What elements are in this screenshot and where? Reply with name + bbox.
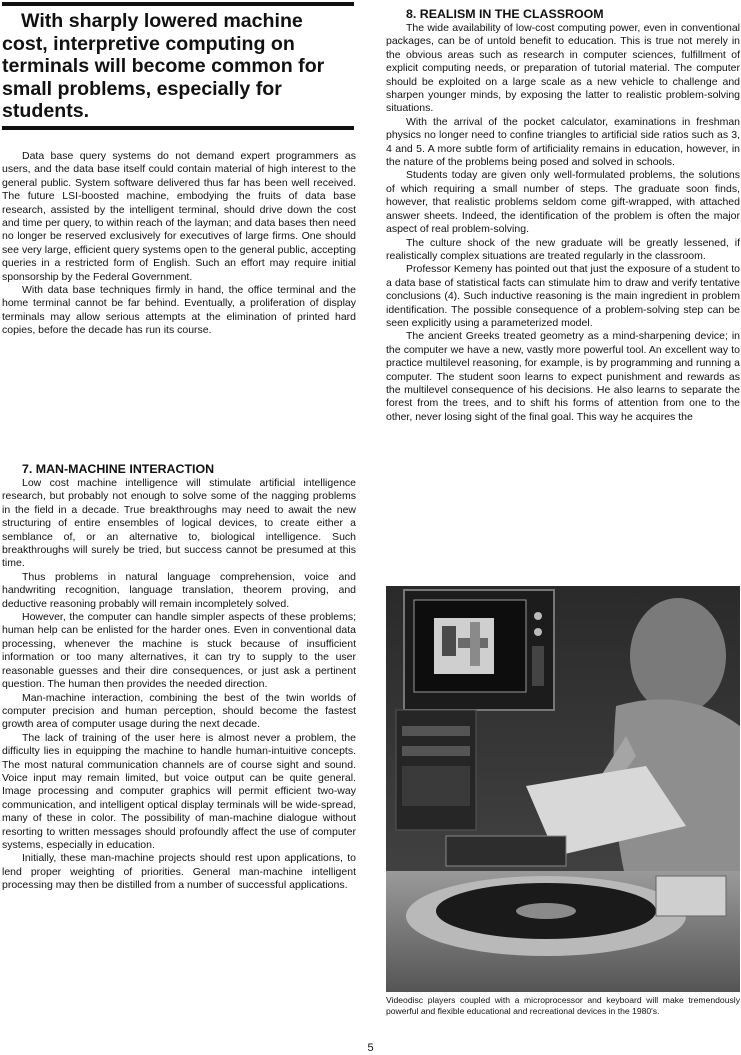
paragraph: With the arrival of the pocket calculator, examinations in freshman physics no longer need to confine triangles to artificial side ratios such as 3, 4 and 5. A more subtle form of artificiality remains in education, however, in the nature of the problems being posed and solved in schools. [386,115,740,169]
section-heading: 8. REALISM IN THE CLASSROOM [406,7,604,21]
person-head [630,598,726,714]
paragraph: The ancient Greeks treated geometry as a mind-sharpening device; in the computer we have a new, vastly more powerful tool. An excellent way to practice multilevel reasoning, for example, is by programming and running a computer. The student soon learns to expect punishment and rewards as the multilevel consequence of his decisions. He also learns to separate the forest from the trees, and to shift his forms of attention from one to the other, never losing sight of the final goal. This way he acquires the [386,330,740,423]
paragraph: Initially, these man-machine projects should rest upon applications, to lend proper weighting of priorities. General man-machine intelligent processing may then be distilled from a number of successful applications. [2,852,356,892]
pull-quote-bottom-rule [2,126,354,130]
section-7 [2,462,356,893]
paragraph: Professor Kemeny has pointed out that just the exposure of a student to a data base of statistical facts can stimulate him to draw and verify tentative conclusions (4). Such inductive reasoning is the main ingredient in problem identification. The possible consequence of a problem-solving step can be seen explicitly using a parameterized model. [386,263,740,329]
paragraph: However, the computer can handle simpler aspects of these problems; human help can be enlisted for the harder ones. Even in conventional data processing, whenever the machine is stuck because of insufficient information or too many alternatives, it can try to supply to the user reasonable guesses and their dire consequences, or just ask a pertinent question. The human then provides the needed direction. [2,611,356,691]
photo-caption: Videodisc players coupled with a microprocessor and keyboard will make tremendously powerful and flexible educational and recreational devices in the 1980's. [386,995,740,1016]
paragraph: The lack of training of the user here is almost never a problem, the difficulty lies in equipping the machine to handle human-intuitive concepts. The most natural communication channels are of course sight and sound. Voice input may remain limited, but voice output can be quite general. Image processing and computer graphics will permit efficient two-way communication, and intelligent optical display terminals will be wide-spread, many of these in color. The possibility of man-machine dialogue without resorting to written messages should profoundly affect the use of computer systems, especially in education. [2,731,356,851]
paragraph: With data base techniques firmly in hand, the office terminal and the home terminal cannot be far behind. Eventually, a proliferation of display terminals may allow serious attempts at the elimination of printed hard copies, before the decade has run its course. [2,284,356,337]
section-8 [386,7,740,424]
paragraph: The wide availability of low-cost computing power, even in conventional packages, can be of untold benefit to education. This is true not merely in the obvious areas such as research in computer sciences, fulfillment of explicit computing needs, or preparation of tutorial material. The computer should be exploited on a large scale as a new vehicle to challenge and sharpen younger minds, by exposing the latter to realistic problem-solving situations. [386,22,740,115]
pull-quote-line: With sharply lowered machine [21,10,303,32]
pull-quote-line: small problems, especially for [2,77,282,100]
paragraph: Data base query systems do not demand expert programmers as users, and the data base itself could contain material of high interest to the general public. System software delivered thus far has been well received. The future LSI-boosted machine, embodying the fruits of data base research, assisted by the intelligent terminal, should drive down the cost and time per query, to within reach of the layman; and data bases then need no longer be reserved exclusively for executives of large firms. One should see very large, efficient query systems open to the general public, accepting queries in a restricted form of English. Such an effort may require initial sponsorship by the Federal Government. [2,150,356,283]
paragraph: Man-machine interaction, combining the best of the twin worlds of computer precision and human perception, should become the fastest growth area of computer usage during the next decade. [2,691,356,731]
left-column-intro [2,150,356,338]
paragraph: The culture shock of the new graduate will be greatly lessened, if realistically complex situations are treated regularly in the classroom. [386,236,740,262]
paragraph: Students today are given only well-formulated problems, the solutions of which requiring a small number of steps. The graduate soon finds, however, that realistic problems seldom come gift-wrapped, with attached answer sheets. Indeed, the identification of the problem is often the major aspect of real problem-solving. [386,169,740,236]
paragraph: Thus problems in natural language comprehension, voice and handwriting recognition, language translation, theorem proving, and deductive reasoning probably will remain incompletely solved. [2,570,356,610]
photo-illustration [386,586,740,992]
photo-videodisc-player [386,586,740,992]
page-number: 5 [367,1042,374,1054]
pull-quote [2,2,354,123]
pull-quote-top-rule [2,2,354,6]
pull-quote-line: students. [2,100,90,122]
keyboard [446,836,566,866]
paragraph: Low cost machine intelligence will stimulate artificial intelligence research, but probably not enough to solve some of the nagging problems in the field in a decade. True breakthroughs may need to await the new structuring of entire ensembles of logical devices, to create either a semblance of, or an alternative to, biological intelligence. Such breakthroughs will surely be tried, but success cannot be presumed at this time. [2,477,356,570]
pull-quote-line: cost, interpretive computing on [2,32,295,55]
section-heading: 7. MAN-MACHINE INTERACTION [22,462,215,476]
pull-quote-line: terminals will become common for [2,55,325,77]
